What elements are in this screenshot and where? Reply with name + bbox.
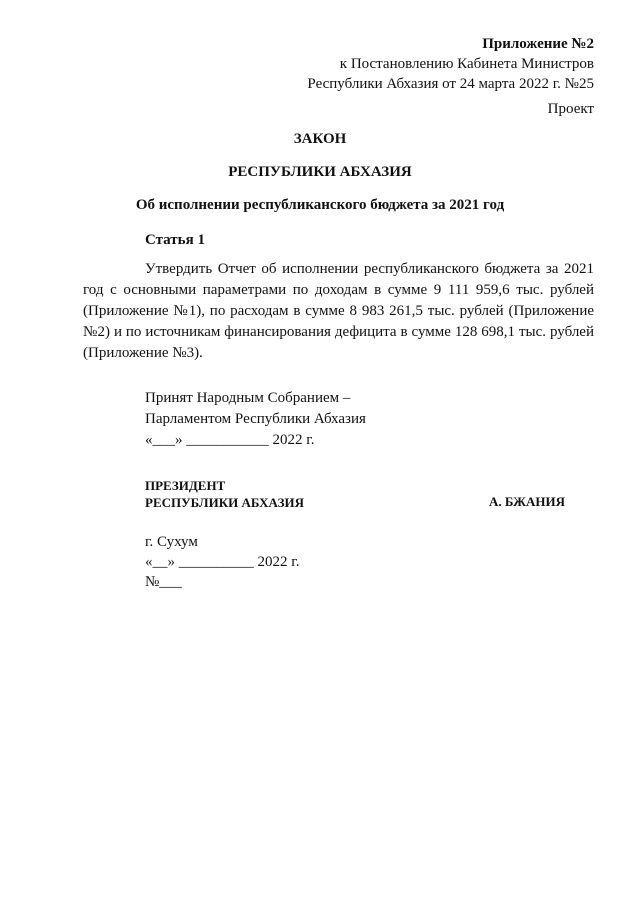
accepted-line-1: Принят Народным Собранием –	[145, 390, 351, 406]
law-title: ЗАКОН	[293, 131, 347, 147]
article-heading: Статья 1	[145, 232, 205, 248]
appendix-decree-date: Республики Абхазия от 24 марта 2022 г. №25	[307, 76, 594, 92]
accepted-block	[145, 388, 366, 451]
place-block	[145, 532, 299, 592]
president-line-2: РЕСПУБЛИКИ АБХАЗИЯ	[145, 495, 304, 510]
president-name: А. БЖАНИЯ	[488, 494, 565, 509]
place-city: г. Сухум	[145, 534, 198, 550]
place-date: «__» __________ 2022 г.	[145, 554, 300, 570]
accepted-date: «___» ___________ 2022 г.	[145, 432, 315, 448]
place-number: №___	[145, 574, 182, 590]
appendix-number: Приложение №2	[482, 36, 594, 52]
president-title	[145, 477, 304, 511]
accepted-line-2: Парламентом Республики Абхазия	[145, 411, 366, 427]
project-label: Проект	[547, 101, 594, 117]
president-line-1: ПРЕЗИДЕНТ	[145, 478, 226, 493]
law-subject: Об исполнении республиканского бюджета за 2021 год	[135, 197, 505, 213]
appendix-decree-line: к Постановлению Кабинета Министров	[339, 56, 594, 72]
article-text: Утвердить Отчет об исполнении республиканского бюджета за 2021 год с основными параметрами по доходам в сумме 9 111 959,6 тыс. рублей (Приложение №1), по расходам в сумме 8 983 261,5 тыс. рублей (Приложение №2) и по источникам финансирования дефицита в сумме 128 698,1 тыс. рублей (Приложение №3).	[83, 261, 594, 361]
law-republic: РЕСПУБЛИКИ АБХАЗИЯ	[228, 164, 412, 180]
appendix-header	[307, 34, 594, 94]
